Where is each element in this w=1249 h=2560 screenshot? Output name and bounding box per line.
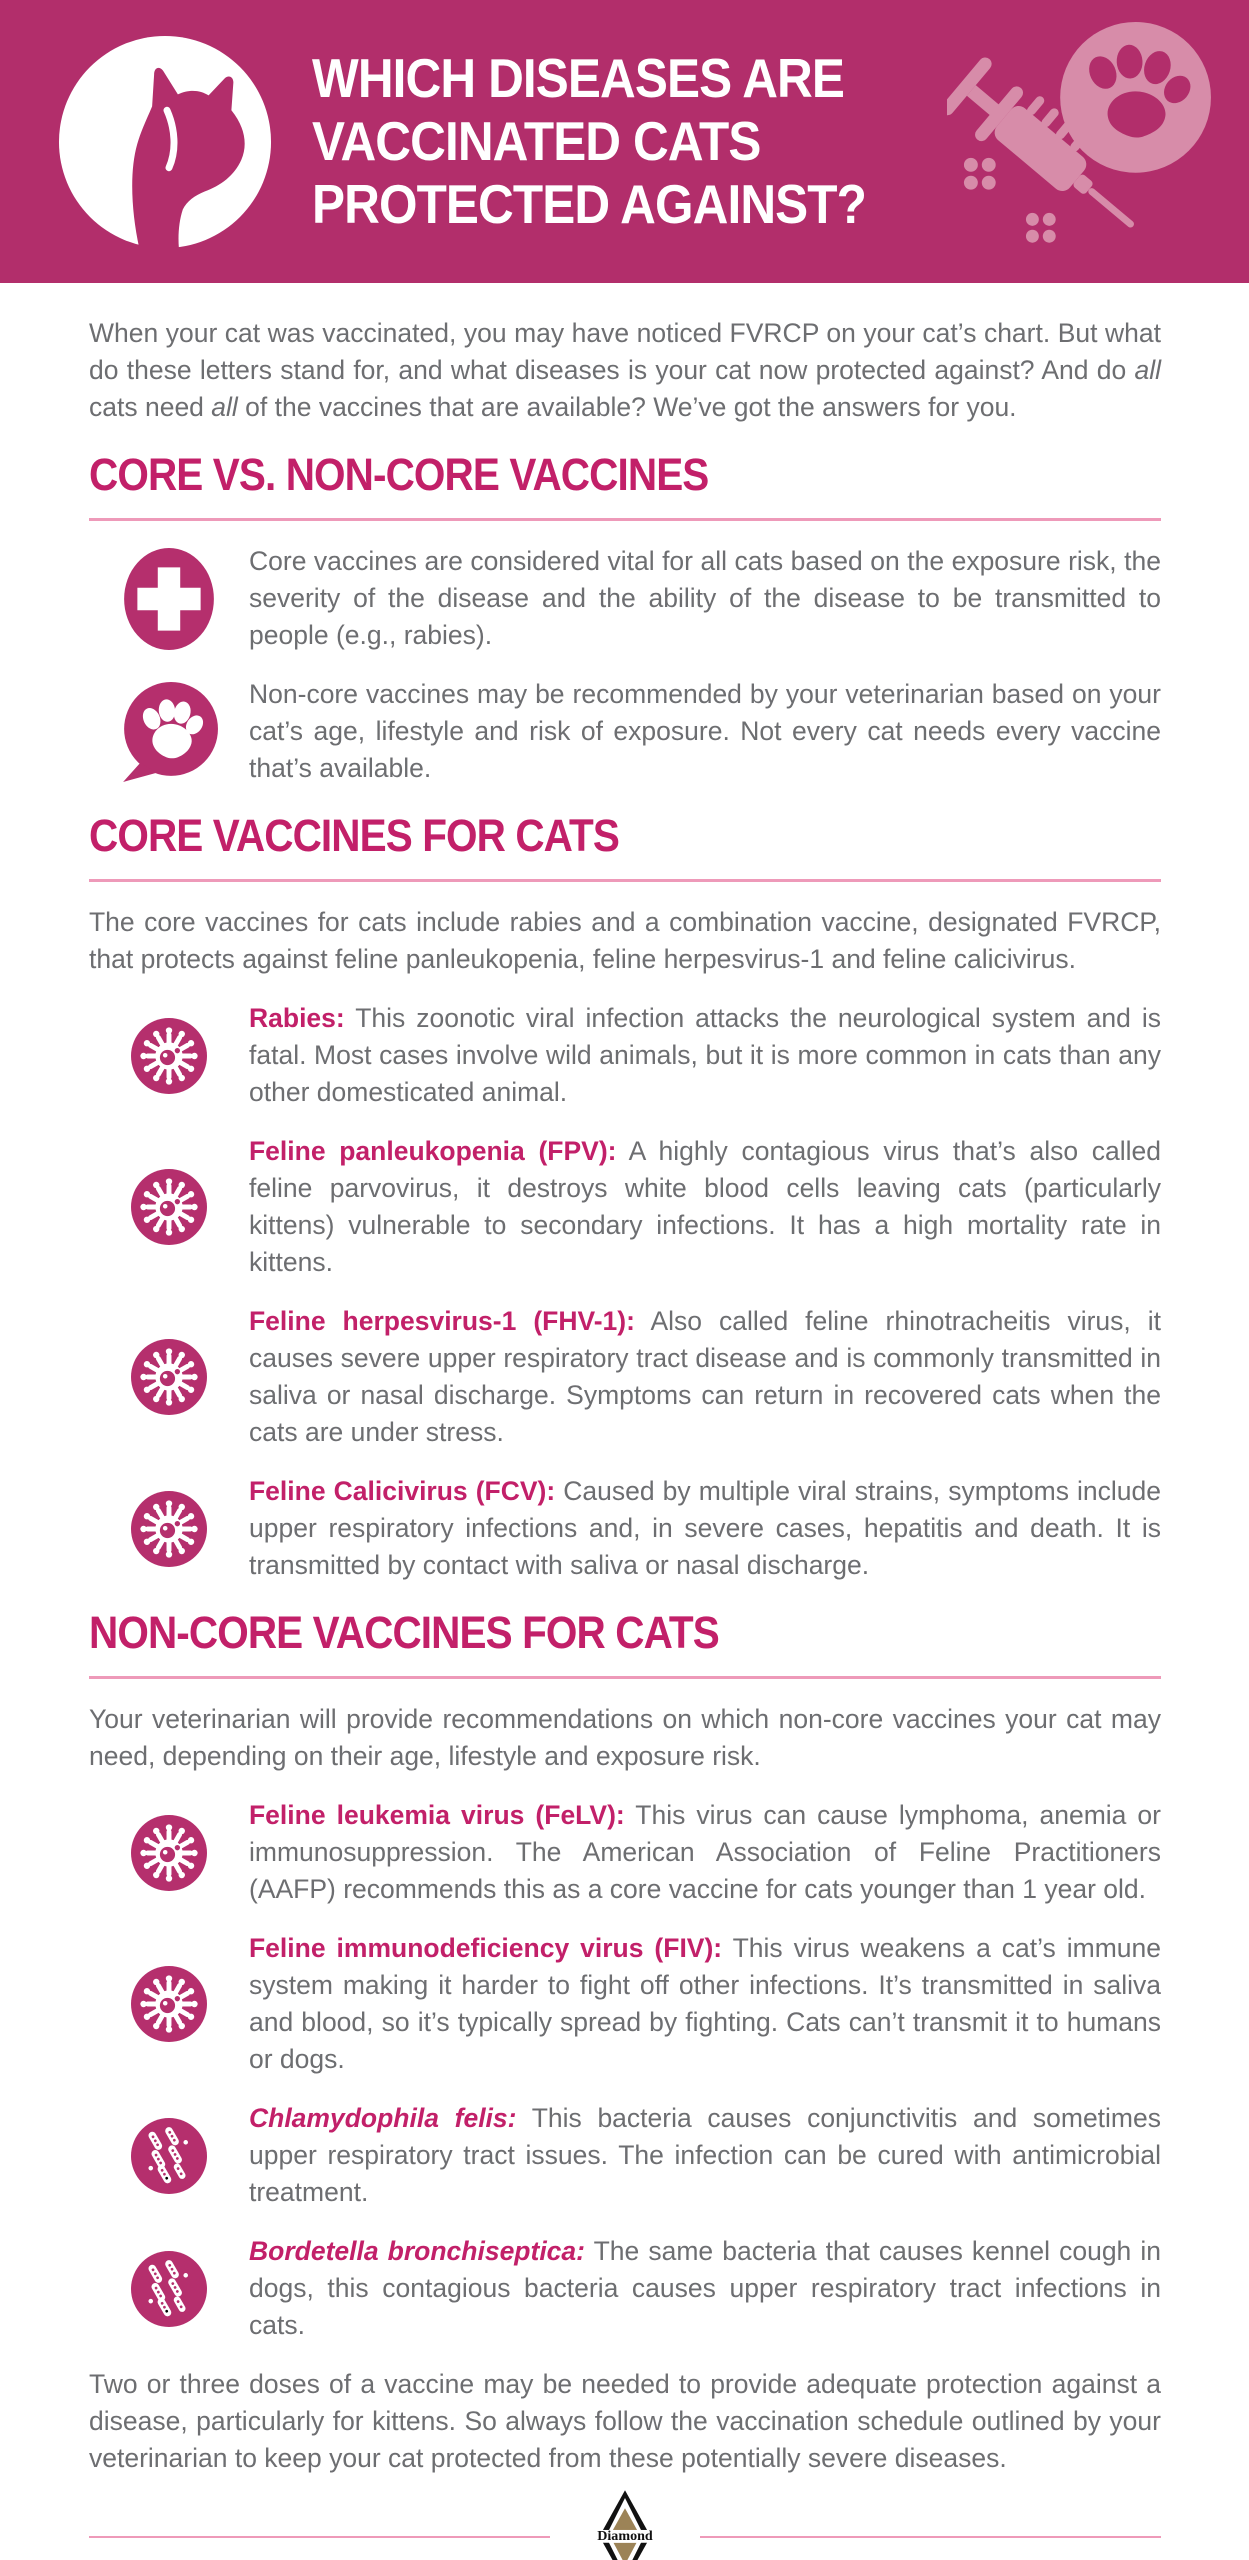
paw-speech-bubble-icon [118,681,220,783]
intro-text: cats need [89,392,212,422]
vaccine-desc: A highly contagious virus that’s also called feline parvovirus, it destroys white blood cells leaving cats (particularly kittens) vulnerable to secondary infections. It has a high mortality rate in kittens. [249,1136,1161,1277]
icon-column [89,681,249,783]
bacteria-icon [131,2251,207,2327]
core-definition-text: Core vaccines are considered vital for all cats based on the exposure risk, the severity of the disease and the ability of the disease to be transmitted to people (e.g., rabies). [249,546,1161,650]
content [0,315,1249,2560]
vaccine-term: Feline leukemia virus (FeLV): [249,1800,625,1830]
vaccine-term: Feline panleukopenia (FPV): [249,1136,617,1166]
medical-cross-icon [118,548,220,650]
core-definition-item [89,543,1161,654]
virus-icon [131,1815,207,1891]
vaccine-item-chlamydophila [89,2100,1161,2211]
icon-column [89,1169,249,1245]
intro-paragraph [89,315,1161,426]
vaccine-item-text [249,1797,1161,1908]
vaccine-term: Feline herpesvirus-1 (FHV-1): [249,1306,635,1336]
vaccine-term: Chlamydophila felis: [249,2103,517,2133]
diamond-logo-text: Diamond [597,2528,653,2545]
virus-icon [131,1169,207,1245]
vaccine-term: Bordetella bronchiseptica: [249,2236,585,2266]
icon-column [89,1966,249,2042]
intro-italic: all [211,392,238,422]
vaccine-item-felv [89,1797,1161,1908]
noncore-definition-text: Non-core vaccines may be recommended by your veterinarian based on your cat’s age, lifestyle and risk of exposure. Not every cat needs every vaccine that’s available. [249,679,1161,783]
page-title [312,47,884,235]
intro-italic: all [1134,355,1161,385]
virus-icon [131,1018,207,1094]
vaccine-item-text [249,2233,1161,2344]
section-heading-noncore-vaccines: NON-CORE VACCINES FOR CATS [89,1607,719,1658]
vaccine-item-text [249,1473,1161,1584]
footer-divider-left [89,2536,550,2538]
section-divider [89,1676,1161,1679]
virus-icon [131,1966,207,2042]
vaccine-item-fcv [89,1473,1161,1584]
vaccine-term: Rabies: [249,1003,345,1033]
vaccine-item-fpv [89,1133,1161,1281]
vaccine-item-text [249,1930,1161,2078]
diamond-pet-foods-logo [592,2489,658,2560]
section-divider [89,879,1161,882]
vaccine-desc: This virus weakens a cat’s immune system making it harder to fight off other infections. It’s transmitted in saliva and blood, so it’s typically spread by fighting. Cats can’t transmit it to humans or dogs. [249,1933,1161,2074]
bacteria-icon [131,2118,207,2194]
icon-column [89,1815,249,1891]
vaccine-desc: The same bacteria that causes kennel cough in dogs, this contagious bacteria causes upper respiratory tract infections in cats. [249,2236,1162,2340]
icon-column [89,548,249,650]
virus-icon [131,1491,207,1567]
vaccine-item-text [249,2100,1161,2211]
vaccine-item-fiv [89,1930,1161,2078]
title-line: PROTECTED AGAINST? [312,172,866,235]
vaccine-desc: Caused by multiple viral strains, symptoms include upper respiratory infections and, in severe cases, hepatitis and death. It is transmitted by contact with saliva or nasal discharge. [249,1476,1161,1580]
cat-logo-icon [56,33,274,251]
section-divider [89,518,1161,521]
section-heading-core-vs-noncore: CORE VS. NON-CORE VACCINES [89,449,709,500]
vaccine-item-text [249,1303,1161,1451]
footer-divider-right [700,2536,1161,2538]
syringe-paw-icon [947,18,1215,266]
vaccine-item-bordetella [89,2233,1161,2344]
noncore-section-intro: Your veterinarian will provide recommendations on which non-core vaccines your cat may need, depending on their age, lifestyle and exposure risk. [89,1704,1161,1771]
noncore-definition-item [89,676,1161,787]
icon-column [89,2118,249,2194]
title-line: VACCINATED CATS [312,110,761,173]
vaccine-item-rabies [89,1000,1161,1111]
vaccine-term: Feline Calicivirus (FCV): [249,1476,556,1506]
header-banner [0,0,1249,283]
intro-text: When your cat was vaccinated, you may have noticed FVRCP on your cat’s chart. But what do these letters stand for, and what diseases is your cat now protected against? And do [89,318,1161,385]
vaccine-desc: Also called feline rhinotracheitis virus, it causes severe upper respiratory tract disease and is commonly transmitted in saliva or nasal discharge. Symptoms can return in recovered cats when the cats are under stress. [249,1306,1161,1447]
vaccine-item-fhv1 [89,1303,1161,1451]
icon-column [89,1018,249,1094]
vaccine-term: Feline immunodeficiency virus (FIV): [249,1933,723,1963]
closing-paragraph: Two or three doses of a vaccine may be needed to provide adequate protection against a disease, particularly for kittens. So always follow the vaccination schedule outlined by your veterinarian to keep your cat protected from these potentially severe diseases. [89,2369,1161,2473]
virus-icon [131,1339,207,1415]
vaccine-desc: This zoonotic viral infection attacks the neurological system and is fatal. Most cases involve wild animals, but it is more common in cats than any other domesticated animal. [249,1003,1161,1107]
icon-column [89,2251,249,2327]
section-heading-core-vaccines: CORE VACCINES FOR CATS [89,810,619,861]
icon-column [89,1339,249,1415]
title-line: WHICH DISEASES ARE [312,47,845,110]
vaccine-item-text [249,1133,1161,1281]
vaccine-desc: This virus can cause lymphoma, anemia or immunosuppression. The American Association of Feline Practitioners (AAFP) recommends this as a core vaccine for cats younger than 1 year old. [249,1800,1161,1904]
icon-column [89,1491,249,1567]
vaccine-item-text [249,1000,1161,1111]
footer [89,2489,1161,2560]
vaccine-desc: This bacteria causes conjunctivitis and sometimes upper respiratory tract issues. The infection can be cured with antimicrobial treatment. [249,2103,1161,2207]
core-section-intro: The core vaccines for cats include rabies and a combination vaccine, designated FVRCP, that protects against feline panleukopenia, feline herpesvirus-1 and feline calicivirus. [89,907,1161,974]
intro-text: of the vaccines that are available? We’ve got the answers for you. [237,392,1017,422]
